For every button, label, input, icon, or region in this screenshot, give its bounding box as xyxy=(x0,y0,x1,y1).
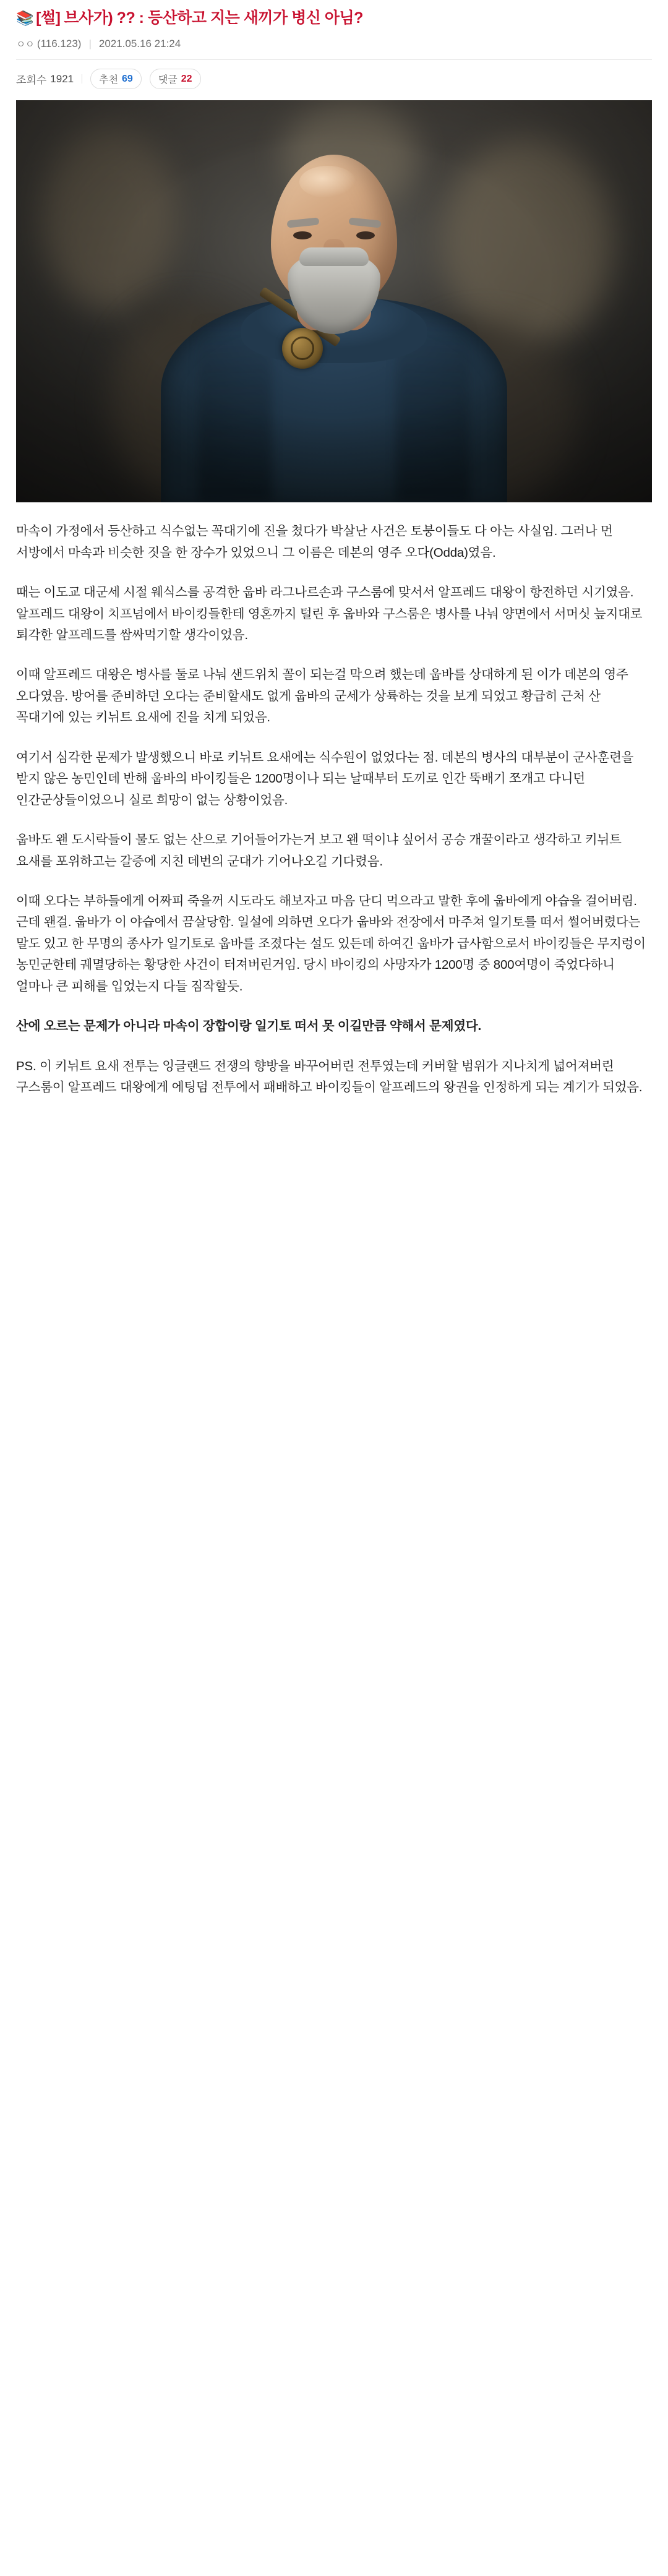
paragraph: 이때 알프레드 대왕은 병사를 둘로 나눠 샌드위치 꼴이 되는걸 막으려 했는데 웁바를 상대하게 된 이가 데본의 영주 오다였음. 방어를 준비하던 오다는 준비할새도 없게 웁바의 군세가 상륙하는 것을 보게 되었고 황급히 근처 산 꼭대기에 있는 키뉘트 요새에 진을 치게 되었음. xyxy=(16,668,628,725)
author-info[interactable] xyxy=(16,36,81,51)
paragraph-emphasis: 산에 오르는 문제가 아니라 마속이 장합이랑 일기토 떠서 못 이길만큼 약해서 문제였다. xyxy=(16,1019,482,1034)
paragraph: 때는 이도교 대군세 시절 웨식스를 공격한 웁바 라그나르손과 구스룸에 맞서서 알프레드 대왕이 항전하던 시기였음. 알프레드 대왕이 치프넘에서 바이킹들한테 영혼까지 털린 후 웁바와 구스룸은 병사를 나눠 양면에서 서머싯 늪지대로 퇴각한 알프레드를 쌈싸먹기할 생각이었음. xyxy=(16,585,643,642)
paragraph: 마속이 가정에서 등산하고 식수없는 꼭대기에 진을 쳤다가 박살난 사건은 토붕이들도 다 아는 사실임. 그러나 먼 서방에서 마속과 비슷한 짓을 한 장수가 있었으니 그 이름은 데본의 영주 오다(Odda)였음. xyxy=(16,524,613,560)
paragraph: 여기서 심각한 문제가 발생했으니 바로 키뉘트 요새에는 식수원이 없었다는 점. 데본의 병사의 대부분이 군사훈련을 받지 않은 농민인데 반해 웁바의 바이킹들은 1200명이나 되는 날때부터 도끼로 인간 뚝배기 쪼개고 다니던 인간군상들이었으니 실로 희망이 없는 상황이었음. xyxy=(16,750,634,807)
post-date: 2021.05.16 21:24 xyxy=(98,37,181,49)
post-title-row xyxy=(16,9,652,28)
post-meta-row xyxy=(16,36,652,51)
recommend-label: 추천 xyxy=(99,75,119,86)
comment-label: 댓글 xyxy=(158,75,178,86)
post-stats-bar xyxy=(0,60,668,99)
paragraph: 이때 오다는 부하들에게 어짜피 죽을꺼 시도라도 해보자고 마음 단디 먹으라고 말한 후에 웁바에게 야습을 걸어버림. 근데 왠걸. 웁바가 이 야습에서 끔살당함. 일설에 의하면 오다가 웁바와 전장에서 마주쳐 일기토를 떠서 썰어버렸다는 말도 있고 한 무명의 종사가 일기토로 웁바를 조졌다는 설도 있든데 하여긴 웁바가 급사함으로서 바이킹들은 무지렁이 농민군한테 궤멸당하는 황당한 사건이 터져버린거임. 당시 바이킹의 사망자가 1200명 중 800여명이 죽었다하니 얼마나 큰 피해를 입었는지 다들 짐작할듯. xyxy=(16,893,646,994)
page-title: 브사가) ?? : 등산하고 지는 새끼가 병신 아님? xyxy=(64,9,363,27)
post-content xyxy=(0,502,668,1123)
paragraph: PS. 이 키뉘트 요새 전투는 잉글랜드 전쟁의 향방을 바꾸어버린 전투였는데 커버할 범위가 지나치게 넓어져버린 구스룸이 알프레드 대왕에게 에팅덤 전투에서 패배하고 바이킹들이 알프레드의 왕권을 인정하게 되는 계기가 되었음. xyxy=(16,1058,643,1094)
meta-divider: | xyxy=(88,37,92,49)
books-icon: 📚 xyxy=(16,10,34,27)
recommend-button[interactable] xyxy=(90,69,142,89)
post-page xyxy=(0,0,668,1123)
author-nickname: ㅇㅇ xyxy=(16,40,34,51)
comment-count: 22 xyxy=(181,73,192,84)
recommend-count: 69 xyxy=(122,73,133,84)
view-count xyxy=(16,71,74,87)
post-image[interactable] xyxy=(16,100,652,502)
paragraph: 웁바도 왠 도시락들이 물도 없는 산으로 기어들어가는거 보고 왠 떡이냐 싶어서 공승 개꿀이라고 생각하고 키뉘트 요새를 포위하고는 갈증에 지친 데번의 군대가 기어나오길 기다렸음. xyxy=(16,833,622,869)
grey-mustache xyxy=(299,247,369,266)
post-category-tag[interactable] xyxy=(16,9,60,28)
post-category-label: [썰] xyxy=(36,9,61,27)
view-count-label: 조회수 xyxy=(16,74,47,87)
view-count-value: 1921 xyxy=(50,72,74,85)
bronze-brooch-icon xyxy=(282,328,323,369)
portrait-figure xyxy=(161,131,507,502)
post-header xyxy=(0,0,668,60)
author-ip: (116.123) xyxy=(36,37,82,49)
comment-button[interactable] xyxy=(150,69,201,89)
